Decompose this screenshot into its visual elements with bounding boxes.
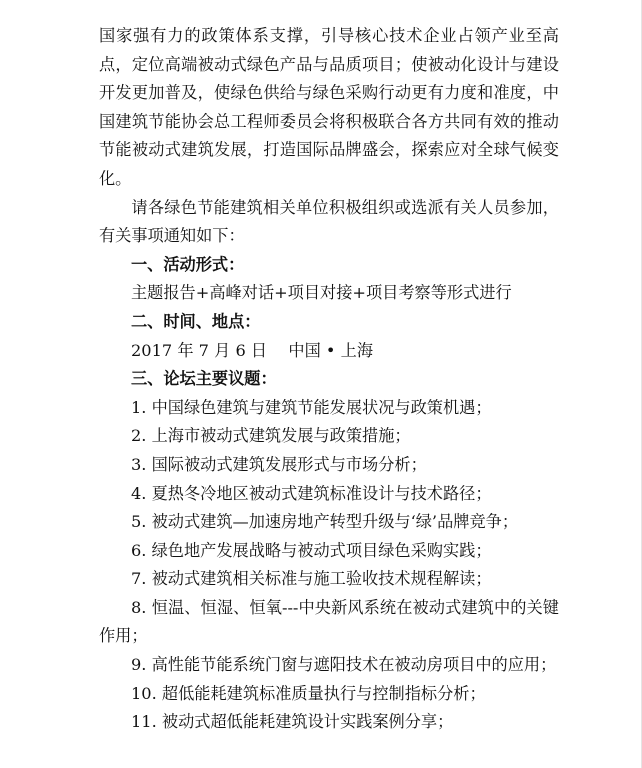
topic-item: 6. 绿色地产发展战略与被动式项目绿色采购实践；	[131, 540, 492, 560]
topic-item: 9. 高性能节能系统门窗与遮阳技术在被动房项目中的应用；	[131, 655, 557, 675]
topic-item: 2. 上海市被动式建筑发展与政策措施；	[131, 426, 411, 446]
intro-paragraph: 国家强有力的政策体系支撑，引导核心技术企业占领产业至高点，定位高端被动式绿色产品与品质项目；使被动化设计与建设开发更加普及，使绿色供给与绿色采购行动更有力度和准度，中国建筑节能协会总工程师委员会将积极联合各方共同有效的推动节能被动式建筑发展，打造国际品牌盛会，探索应对全球气候变化。	[99, 26, 559, 188]
section-heading-time-place: 二、时间、地点：	[131, 311, 261, 331]
section-heading-topics: 三、论坛主要议题：	[131, 369, 277, 389]
invite-paragraph: 请各绿色节能建筑相关单位积极组织或选派有关人员参加，有关事项通知如下：	[99, 197, 559, 246]
topic-item: 11. 被动式超低能耗建筑设计实践案例分享；	[131, 712, 454, 732]
section-body-format: 主题报告+高峰对话+项目对接+项目考察等形式进行	[131, 283, 512, 303]
topic-item: 3. 国际被动式建筑发展形式与市场分析；	[131, 454, 427, 474]
topic-item: 1. 中国绿色建筑与建筑节能发展状况与政策机遇；	[131, 397, 492, 417]
topic-item: 8. 恒温、恒湿、恒氧---中央新风系统在被动式建筑中的关键作用；	[99, 597, 559, 646]
topic-item: 10. 超低能耗建筑标准质量执行与控制指标分析；	[131, 683, 486, 703]
section-heading-format: 一、活动形式：	[131, 254, 245, 274]
section-body-time-place: 2017 年 7 月 6 日 中国 • 上海	[131, 340, 374, 360]
topic-item: 5. 被动式建筑—加速房地产转型升级与‘绿’品牌竞争；	[131, 512, 519, 532]
topic-item: 4. 夏热冬冷地区被动式建筑标准设计与技术路径；	[131, 483, 492, 503]
topic-item: 7. 被动式建筑相关标准与施工验收技术规程解读；	[131, 569, 492, 589]
document-body	[99, 22, 559, 737]
